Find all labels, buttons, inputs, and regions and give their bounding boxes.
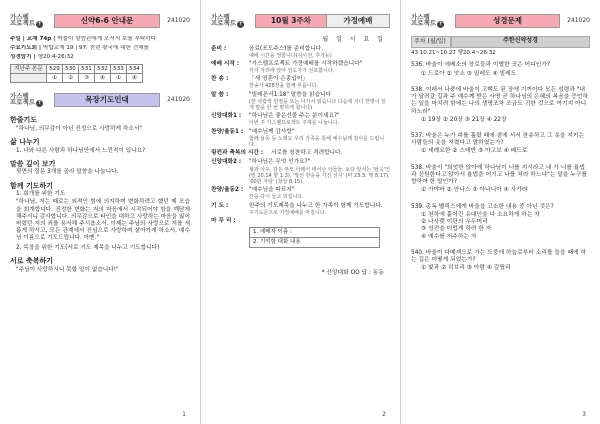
wednesday-line: 수요기도회 | 박합교재 19 | 97. 천년 왕국에 대한 견해를 (10, 44, 149, 51)
quiz-question: 538. 이래서 나중에 바울이 고백도 된 장에 기꺼이다 모든 성령과 "내가 달려갈 길과 주 예수께 받은 사명 곧 하나님의 은혜의 복음을 증언하는 일을 마치려 함에는 나의 생명조차 조금도 귀한 것으로 여기지 아니하노라" ① 19장 ② 20장 ③ 21장 ④ 22장 (411, 86, 589, 123)
closing-row: 마 무 리 : (211, 218, 236, 224)
panel1-date: 241020 (167, 17, 190, 25)
page-number: 2 (382, 410, 386, 418)
panel-guide: 가스펠 프로젝트 ✝ 신약6-6 안내문 241020 주일 | 교재 74p | 박물이 말씀관에게 오셔서 보를 부탁하다 수요기도회 | 박합교재 19 | 97. 천년 왕국에 대한 견해를 성경암기 | 행20:4-26:32 지난주 본문 529 530 531 532 533 534 ① ② ③ ④ ① ④ 가스펠 프로젝트 ✝ 목장기도인대 241020 한줄기도 "하나님, 의무감이 아닌 진정으로 사랑하게 하소서" 삶 나누기 1. 나와 다른 사람과 하나님안에서 느낀적이 있나요? 말씀 깊이 보기 뒷면의 질문 3개를 골라 말씀을 나눕니다. 함께 기도하기 1. 회개를 위한 기도 "하나님, 저는 때로는 외적인 힘에 의지하며 변화하려고 했던 제 모습을 회개합니다. 진정한 변화는 저의 마음에서 시작되어야 함을 깨닫게 해주시니 감사합니다. 의무감으로 타인을 대하고 사랑하는 마음을 잃어버렸던 저의 죄를 용서해 주시옵소서. 이제는 주님의 사랑으로 저를 새롭게 하시고, 모든 관계에서 진심으로 사랑하며 살아가게 하소서. 예수님 이름으로 기도드립니다. 아멘." 2. 목장을 위한 기도(서로 기도 제목을 나누고 기도합니다) 서로 축복하기 "주님이 사랑하시니 못할 일이 없습니다!" 1 (0, 0, 200, 424)
worship-step: 예배 시작 : "가스펠프로젝트 가정예배를 시작하겠습니다" 각자 자리에 앉아 인도자가 선포합니다. (211, 60, 363, 74)
worship-step: 신앙대화2 : "하나님은 무엇 인가요?" 형과 아우, 같은 부모 아래서 태어난 아들들. 보다 앞서는 '탈옥'인 (빌 20:14 향 1:3), '앞선 반응을 가진 선지' (마 23:3; 행 8:17), '00한 자랑' (창상 8:15) (211, 159, 390, 185)
worship-step: 링컨과 축복의 시간 : 서로를 칭찬하고 격려합니다. (211, 150, 343, 157)
panel2-title: 10월 3주차 (255, 14, 327, 28)
answer-table: 지난주 본문 529 530 531 532 533 534 ① ② ③ ④ ① ④ (10, 64, 143, 83)
panel3-header: 가스펠 프로젝트 ✝ 성경문제 241020 (411, 12, 590, 28)
quiz-question: 536. 바울이 에베소의 장로들과 이별한 곳은 어디인가? ① 드로아 ② 앗소 ③ 밀레도 ④ 빌레도 (411, 62, 551, 77)
page-number: 3 (582, 410, 586, 418)
quiz-question: 539. 총독 벨릭스에게 바울을 고소한 내용 중 아닌 것은? ① 천하에 흩어진 유대인을 다 소요하게 하는 자 ② 나사렛 이단의 우두머리 ③ 성전을 더럽게 하려 한 자 ④ 예수를 저주하는 자 (411, 203, 554, 240)
sunday-line: 주일 | 교재 74p | 박물이 말씀관에게 오셔서 보를 부탁하다 (10, 36, 157, 42)
date-line: 월 일 시 요 일 (322, 36, 386, 43)
panel2-header (211, 10, 390, 32)
cross-icon: ✝ (37, 21, 42, 28)
worship-step: 말 씀 : "빌레몬서1:18" 말씀을 읽습니다 (한 사람씩 한절을 또는 나가서 읽습니다 다음에 자녀 한명이 읽게 말을 한 번 말하게 합니다) (211, 91, 387, 111)
worship-step: 찬 송 : 「새 영혼이 은총입어」 찬송가 428장을 함께 부릅니다. (211, 76, 319, 90)
page-number: 1 (182, 410, 186, 418)
quiz-question: 538. 바울이 "희엇한 앉아에 하나님이 너를 지시라고 내 가 너를 율법과 신원한다고 앉아서 율법을 어기고 나를 치라 하느냐"는 말을 누구를 향하여 한 말인가? ① 가야바 ② 안나스 ③ 아나니아 ④ 사가랴 (411, 164, 588, 194)
worship-step: 찬양/율동1 : "예수님께 감사합" 함께 율동 등 노래도 우리 가족을 통해 예수님께 감사를 드립니다. (211, 128, 385, 148)
quiz-range: 43 10.21~10.27 행20:4~26:32 (411, 49, 496, 56)
life-title: 삶 나누기 (10, 137, 40, 146)
quiz-question: 540. 바울이 다메섹으로 가는 도중에 하늘로부터 소리를 들을 때에 하는 길은 어떻게 되었는가? ① 빛과 ② 히브리 ③ 아람 ④ 갈릴리 (411, 249, 587, 272)
memory-line: 성경암기 | 행20:4-26:32 (10, 53, 74, 60)
logo: 가스펠 프로젝트 ✝ (211, 12, 243, 28)
worship-step: 기 도 : 한주의 기도제목을 나누고 한 가족이 함께 기도합니다. 주기도문으로 가정예배를 마칩니다. (211, 202, 383, 216)
logo: 가스펠 프로젝트 ✝ (10, 12, 42, 28)
panel2-subtitle: 가정예배 (327, 14, 390, 28)
open-title: 한줄기도 (10, 115, 38, 124)
prayer-title: 목장기도인대 (54, 93, 160, 107)
quiz-question: 537. 바울은 누가 피를 흘렸 때에 곁에 서서 찬송하고 그 옷을 지키는 사람들의 옷을 지켰다고 말하였는가? ① 세례요한 ② 스데반 ③ 야고보 ④ 베드로 (411, 133, 585, 155)
prayer-header: 가스펠 프로젝트 ✝ 목장기도인대 241020 (10, 91, 190, 107)
cross-icon: ✝ (37, 100, 42, 107)
worship-step: 신앙대화1 : "하나님은 좋은선물 주는 분이세요?" 이번 주 가스펠프로젝트 주제를 나눕니다. (211, 113, 340, 127)
word-title: 말씀 깊이 보기 (10, 159, 56, 168)
worship-step: 준비 : 음료(포도주스)를 준비합니다. 예배 시간을 정합니다(식사전, 후가능) (211, 45, 332, 59)
panel-bible-quiz (400, 0, 600, 424)
panel3-title: 성경문제 (455, 14, 560, 28)
logo: 가스펠 프로젝트 ✝ (10, 91, 42, 107)
panel1-header (10, 10, 190, 32)
panel1-title: 신약6-6 안내문 (54, 14, 160, 28)
footnote: * 신앙대화 OO 답 : 동동 (321, 269, 384, 276)
logo: 가스펠 프로젝트 ✝ (411, 12, 443, 28)
closing-table: 1. 예배자 이름 : 2. 기억할 대화 내용 (249, 227, 380, 248)
cross-icon: ✝ (238, 21, 243, 28)
cross-icon: ✝ (438, 21, 443, 28)
pray-title: 함께 기도하기 (10, 181, 54, 190)
quiz-header: 주차 (월/일) 주한신약성경 (411, 36, 590, 48)
panel-family-worship (200, 0, 400, 424)
worship-step: 찬양/율동2 : "예수님을 따르지" 잔을 다시 들고 외칩니다. (211, 187, 304, 201)
close-title: 서로 축복하기 (10, 257, 54, 266)
